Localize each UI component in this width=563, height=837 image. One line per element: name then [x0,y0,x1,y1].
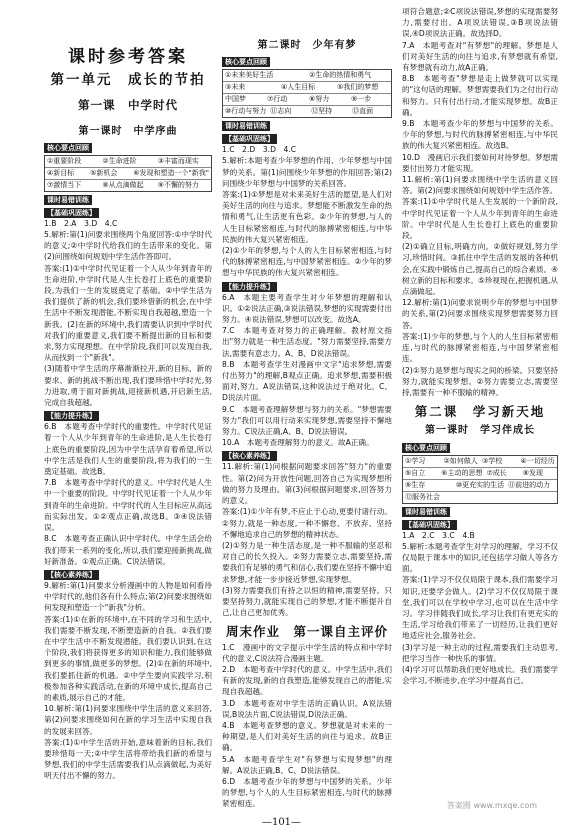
answer-paragraph: 10.A 本题考查理解努力的意义。故A正确。 [222,438,374,448]
watermark: 答案圈 www.mxqe.com [446,801,538,810]
section-label-text: 课时易错训练 [402,507,450,517]
answer-paragraph: 11.解析:第(1)问要求围绕中学生活的意义回答。第(2)问要求围绕如何规划中学生活作答。 [402,175,558,196]
section-label-text: 核心要点回顾 [44,143,92,153]
answer-paragraph: 答案:(1)①少年有梦,不应止于心动,更要付诸行动。②努力,就是一种态度,一种不懈怠、不放弃、坚持不懈地追求自己的梦想的精神状态。 [222,507,392,539]
section-label-text: 【核心素养练】 [222,451,277,461]
grid-row [223,94,391,106]
column-right [402,0,558,686]
answer-paragraph: 10.解析:第(1)问要求围绕中学生活的意义来回答,第(2)问要求围绕如何在新的学习生活中实现自我的发展来回答。 [44,704,212,736]
answer-paragraph: 1.A 2.C 3.C 4.B [402,530,475,540]
section-label-text: 课时易错训练 [44,195,92,205]
grid-row [223,82,391,94]
grid-cell: ⑨生存 [405,480,426,489]
section-label-text: 【基础巩固练】 [222,134,277,144]
answer-paragraph: 6.D 本题考查少年的梦想与中国梦的关系。少年的梦想,与个人的人生目标紧密相连,与时代的脉搏紧密相连。 [222,776,392,809]
grid-cell: ③丰富而现实 [157,156,199,165]
answer-paragraph: 1.C 2.D 3.D 4.C [222,145,297,155]
section-label [402,520,558,530]
period-heading-2: 第二课时 少年有梦 [257,40,357,51]
grid-cell: ⑩行动与努力 [225,107,267,116]
answer-paragraph: (2)①少年的梦想,与个人的人生目标紧密相连,与时代的脉搏紧密相连,与中国梦紧密相连。②少年的梦想与中华民族的伟大复兴紧密相连。 [222,246,392,278]
section-label-text: 核心要点回顾 [402,443,450,453]
grid-cell: ⑨一步 [351,95,372,104]
column-middle-content [222,57,392,618]
grid-row [45,180,211,191]
grid-cell: ⑩更充实的生活 [455,480,505,489]
grid-cell: ⑪志向 [270,107,292,116]
period-heading: 第一课时 中学序曲 [78,125,178,137]
key-points-grid [402,455,558,504]
lesson-heading: 第一课 中学时代 [78,98,178,113]
grid-cell: ⑫服务社会 [405,492,440,501]
grid-cell: ④新目标 [47,168,75,177]
grid-cell: ③学校 [482,456,503,465]
grid-row [403,456,557,468]
grid-cell: ⑤自立 [405,468,426,477]
grid-cell: ⑨不懈的努力 [157,180,199,189]
section-label [402,507,558,517]
grid-cell: ⑦成长 [486,468,507,477]
answer-paragraph: 3.D 本题考查对中学生活的正确认识。A说法错误,B说法片面,C说法错误,D说法正确。 [222,698,392,719]
grid-cell: ③未来 [225,83,246,92]
answer-paragraph: (3)努力需要我们有持之以恒的精神,需要坚持。只要坚持努力,就能实现自己的梦想,才能不断提升自己,让自己更加优秀。 [222,585,392,618]
answer-paragraph: 4.B 本题考查梦想的意义。梦想就是对未来的一种期望,是人们对美好生活的向往与追求。故B正确。 [222,720,392,753]
grid-row [45,168,211,180]
answer-paragraph: 答案:(1)少年的梦想,与个人的人生目标紧密相连,与时代的脉搏紧密相连,与中国梦紧密相连。 [402,331,558,364]
section-label [222,57,392,67]
column-left [44,0,212,782]
section-label-text: 【能力提升练】 [44,411,99,421]
section-label-text: 【核心素养练】 [44,570,99,580]
key-points-grid [44,155,212,192]
lesson2-heading: 第二课 学习新天地 [414,404,546,420]
grid-cell: 中国梦 [225,95,246,104]
answer-paragraph: 答案:(1)①中学时代见证着一个人从少年到青年的生命进阶,中学时代是人生长卷打上底色的重要阶段,为我们一生的发展奠定了基础。②中学生活为我们提供了新的机会,我们要珍惜新的机会,在中学生活中不断发现潜能,不断实现自我超越,塑造一个新我。(2)在新的环境中,我们需要认识到中学时代对我们的重要意义,我们要不断提出新的目标和要求,努力实现理想。在中学阶段,我们可以发现自我,从而找到一个"新我"。 [44,263,212,363]
key-points-grid [222,69,392,118]
grid-cell: ②生命进阶 [102,156,137,165]
grid-cell: ②生命的热情和勇气 [309,71,372,80]
grid-cell: ②如何做人 [443,456,478,465]
answer-paragraph: (3)随着中学生活的序幕渐渐拉开,新的目标、新的要求、新的挑战不断出现,我们要珍惜中学时光,努力进取,勇于面对新挑战,迎接新机遇,开启新生活,完成自我超越。 [44,364,212,408]
section-label [222,134,392,144]
period2-heading: 第一课时 学习伴成长 [425,425,535,437]
answer-paragraph: 项符合题意;②C项说法错误,梦想的实现需要努力,需要付出。A项说法错误,③B项说法错误,④D项说法正确。故选择D。 [402,7,558,39]
grid-cell: ①学习 [405,456,426,465]
section-label [222,282,392,292]
section-label [402,443,558,453]
grid-cell: ⑦激情当下 [47,180,82,189]
grid-row [223,106,391,117]
answer-paragraph: 8.B 本题考查学生对漫画中文字"追求梦想,需要付出努力"的理解,B观点正确。追求梦想,需要积极面对,努力。A说法错误,这种说法过于绝对化。C、D说法片面。 [222,359,392,403]
grid-cell: ⑦行动 [267,95,288,104]
grid-cell: ④一切经历 [520,456,555,465]
section-label [222,451,392,461]
answer-paragraph: 9.C 本题考查理解梦想与努力的关系。"梦想需要努力"我们可以用行动来实现梦想,需要坚持不懈地努力。C说法正确,A、B、D说法错误。 [222,404,392,437]
section-label-text: 【能力提升练】 [222,282,277,292]
grid-cell: ⑧从点滴做起 [102,180,144,189]
answer-paragraph: 7.B 本题考查中学时代的意义。中学时代是人生中一个重要的阶段。中学时代见证着一个人从少年到青年的生命进阶。中学时代的人生目标应从高远而实际出发。①②观点正确,故选B。③④说法错误。 [44,478,212,533]
weekly-heading: 周末作业 第一课自主评价 [225,624,388,640]
answer-paragraph: 8.B 本题考查"梦想是走上做梦就可以实现的"这句话的理解。梦想需要我们为之付出行动和努力。只有付出行动,才能实现梦想。故B正确。 [402,74,558,117]
grid-row [403,492,557,503]
grid-cell: ①未来美好生活 [225,71,274,80]
column-middle [222,0,392,808]
answer-paragraph: 6.B 本题考查中学时代的重要性。中学时代见证着一个人从少年到青年的生命进阶,是人生长卷打上底色的重要阶段,因为中学生活孕育着希望,所以中学生活是我们人生的重要阶段,将为我们的一生奠定基础。故选B。 [44,422,212,477]
column-right-content [402,6,558,398]
answer-paragraph: 5.A 本题考查学生对"有梦想与实现梦想"的理解。A说法正确,B、C、D说法错误。 [222,754,392,775]
column-middle-weekly [222,642,392,810]
grid-cell: ⑬直面 [352,107,374,116]
answer-paragraph: 1.B 2.A 3.D 4.C [44,218,118,228]
answer-paragraph: 答案:(1)①中学时代是人生发展的一个新阶段,中学时代见证着一个人从少年到青年的生命进阶。中学时代是人生长卷打上底色的重要阶段。 [402,197,558,241]
section-label-text: 课时易错训练 [222,121,270,131]
answer-paragraph: 6.A 本题主要考查学生对少年梦想的理解和认识。①②说法正确,③说法错误,梦想的实现需要付出努力。④说法错误,梦想可以改变。故选A。 [222,292,392,325]
page-number: —101— [261,817,302,828]
grid-cell: ⑪前进的动力 [508,480,551,489]
answer-paragraph: 5.解析:本题考查学生对学习的理解。学习不仅仅局限于课本中的知识,还包括学习做人等各方面。 [402,541,558,574]
section-label [44,195,212,205]
answer-paragraph: 7.A 本题考查对"有梦想"的理解。梦想是人们对美好生活的向往与追求,有梦想就有希望,有梦想就有动力,故A正确。 [402,40,558,73]
grid-cell: ⑥发现和塑造一个"新我" [133,168,209,177]
section-label [222,121,392,131]
grid-cell: ⑤新机会 [90,168,118,177]
answer-paragraph: 答案:(1)学习不仅仅局限于课本,我们需要学习知识,还要学会做人。(2)学习不仅仅局限于课堂,我们可以在学校中学习,也可以在生活中学习。学习伴随我们成长,学习让我们有更充实的生活,学习给我们带来了一切经历,让我们更好地适应社会,服务社会。 [402,575,558,641]
answer-paragraph: 10.D 漫画启示我们要如何对待梦想。梦想需要付出努力才能实现。 [402,152,558,173]
section-label-text: 【基础巩固练】 [402,520,457,530]
answer-paragraph: (2)①确立目标,明确方向。②做好规划,努力学习,珍惜时间。③抓住中学生活的发展的各种机会,在实践中锻炼自己,提高自己的综合素质。④树立新的目标和要求。⑤珍视现在,把握机遇,从点滴做起。 [402,242,558,297]
answer-paragraph: 12.解析:第(1)问要求说明少年的梦想与中国梦的关系,第(2)问要求围绕实现梦想需要努力回答。 [402,298,558,330]
answer-paragraph: 5.解析:第(1)问要求围绕两个角度回答:①中学时代的意义;②中学时代给我们的生活带来的变化。第(2)问围绕如何规划中学生活作答即可。 [44,230,212,262]
answer-paragraph: 8.C 本题考查正确认识中学时代。中学生活会给我们带来一系列的变化,所以,我们要迎接新挑战,做好新准备。①观点正确。C说法错误。 [44,534,212,566]
grid-cell: ⑧努力 [309,95,330,104]
section-label [44,208,212,218]
section-label [44,143,212,153]
answer-paragraph: 5.解析:本题考查少年梦想的作用、少年梦想与中国梦的关系。第(1)问围绕少年梦想的作用回答;第(2)问围绕少年梦想与中国梦的关系回答。 [222,156,392,188]
answer-paragraph: (2)①努力是梦想与现实之间的桥梁。只要坚持努力,就能实现梦想。②努力需要立志,需要坚持,需要有一种不服输的精神。 [402,365,558,397]
answer-paragraph: 11.解析:第(1)问根据问题要求回答"努力"的重要性。第(2)问为开放性问题,回答自己为实现梦想所做的努力及理由。第(3)问根据问题要求,回答努力的意义。 [222,462,392,506]
answer-paragraph: (4)学习可以帮助我们更好地成长。我们需要学会学习,不断进步,在学习中提高自己。 [402,664,558,686]
grid-row [223,70,391,82]
answer-paragraph: 9.解析:第(1)问要求分析漫画中的人物是如何看待中学时代的,他们各有什么特点;第(2)问要求围绕如何发现和塑造一个"新我"分析。 [44,580,212,613]
section-label-text: 【基础巩固练】 [44,208,99,218]
grid-cell: ⑥主动的思想 [441,468,483,477]
section-label [44,411,212,421]
answer-paragraph: 9.B 本题考查少年的梦想与中国梦的关系。少年的梦想,与时代的脉搏紧密相连,与中华民族的伟大复兴紧密相连。故选B。 [402,119,558,151]
answer-paragraph: (3)学习是一种主动的过程,需要我们主动思考,把学习当作一种快乐的事情。 [402,642,558,663]
section-label-text: 核心要点回顾 [222,57,270,67]
grid-cell: ④人生目标 [281,83,316,92]
answer-paragraph: 1.C 漫画中的文字提示中学生活的特点和中学时代的意义,C说法符合漫画主题。 [222,642,392,663]
grid-row [403,468,557,480]
answer-paragraph: (2)①努力是一种生活态度,是一种不服输的坚忍和对自己的长久投入。②努力需要立志,需要坚持,需要我们有足够的勇气和信心,我们要在坚持不懈中追求梦想,才能一步步接近梦想,实现梦想。 [222,540,392,584]
answer-paragraph: 2.D 本题考查中学时代的意义。中学生活中,我们有新的发现,新的自我塑造,能够发现自己的潜能,实现自我超越。 [222,664,392,697]
grid-cell: ⑤我们的梦想 [337,83,379,92]
grid-cell: ①重要阶段 [47,156,82,165]
main-title: 课时参考答案 [68,47,188,67]
answer-paragraph: 答案:(1)①中学生活的开始,意味着新的目标,我们要珍惜每一天;②中学生活将带给我们新的希望与梦想,我们的中学生活需要我们从点滴做起,为美好明天付出不懈的努力。 [44,737,212,781]
grid-row [403,480,557,492]
answer-paragraph: 答案:(1)①梦想是对未来美好生活的愿望,是人们对美好生活的向往与追求。梦想能不断激发生命的热情和勇气,让生活更有色彩。②少年的梦想,与人的人生目标紧密相连,与时代的脉搏紧密相连,与中华民族的伟大复兴紧密相连。 [222,190,392,244]
unit-heading: 第一单元 成长的节拍 [50,72,206,89]
grid-cell: ⑧发现 [522,468,544,477]
answer-paragraph: 7.C 本题考查对努力的正确理解。教材原文指出"努力就是一种生活态度。"努力需要坚持,需要方法,需要有意志力。A、B、D说法错误。 [222,326,392,358]
section-label [44,570,212,580]
column-left-content [44,143,212,782]
grid-row [45,156,211,168]
grid-cell: ⑫坚持 [311,107,333,116]
answer-paragraph: 答案:(1)①在新的环境中,在不同的学习和生活中,我们需要不断发现,不断塑造新的自我。②我们要在中学生活中不断发现潜能。我们要认识到,在这个阶段,我们将获得更多的知识和能力,我们能够做到更多的事情,做更多的梦想。(2)①在新的环境中,我们要抓住新的机遇。②中学生要向实践学习,积极参加各种实践活动,在新的环境中成长,提高自己的素质,展示自己的才能。 [44,614,212,702]
column-right-content-2 [402,443,558,687]
